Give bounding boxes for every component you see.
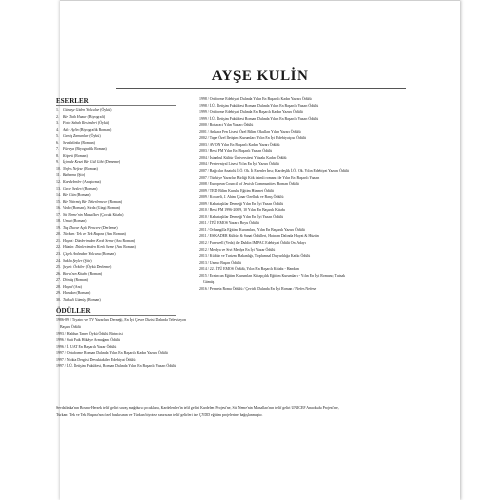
- award-item: 1986-89 / Tıyatro ve TV Yazarları Derneği, En İyi Çevre Dizisi Dalında Televizyon Başarı Ödülü: [56, 318, 186, 329]
- eser-kind: (Biyografik Roman): [74, 147, 107, 152]
- award-item: 2008 / European Council of Jewish Communities Roman Ödülü: [199, 182, 299, 187]
- eser-number: 26.: [56, 271, 61, 276]
- eser-title: Umut: [63, 219, 72, 224]
- eser-number: 2.: [56, 114, 59, 119]
- eser-kind: (Roman): [80, 140, 95, 145]
- eser-title: Köprü: [63, 153, 73, 158]
- author-title: AYŞE KULİN: [211, 68, 309, 84]
- eser-kind: (Biyografik Roman): [78, 127, 112, 132]
- eser-title: Sevdalinka: [63, 140, 81, 145]
- award-item: 2004 / İstanbul Kültür Üniversitesi Yüzakı Kadın Ödülü: [199, 155, 287, 160]
- eser-number: 12.: [56, 180, 61, 185]
- award-item: 2009 / TED Bilim Kurulu Eğitim Hizmet Ödülü: [199, 188, 274, 193]
- eser-title: Dönüş: [63, 278, 74, 283]
- eser-kind: (Çocuk Kitabı): [99, 212, 124, 217]
- oduller-right-list: [199, 96, 349, 292]
- eser-kind: (Roman): [71, 219, 87, 224]
- eser-title: Handan: [63, 291, 76, 296]
- eser-number: 19.: [56, 225, 61, 230]
- eser-kind: (Roman): [75, 291, 91, 296]
- eser-title: Sit Neme'nin Masalları: [63, 212, 100, 217]
- award-item: 2010 / Best FM 1996-2009, 10 Yılın En Başarılı Kitabı: [199, 208, 285, 213]
- award-item: 2013 / Kültür ve Turizm Bakanlığı, Toplumsal Duyarlılığa Katkı Ödülü: [199, 254, 311, 259]
- eser-kind: (Anı Roman): [114, 245, 136, 250]
- eser-title: Bir Gün: [63, 193, 76, 198]
- eser-number: 24.: [56, 258, 61, 263]
- eser-title: Bora'nın Kitabı: [63, 271, 88, 276]
- award-item: 2011 / İTÜ EMOS Yazarı Boyu Ödülü: [199, 221, 259, 226]
- eser-title: Güneşe Giden Yolcular: [63, 108, 100, 112]
- award-item: 2016 / Perneta Roma Ödülü / Çevirli Dalında En İyi Roman / Nefes Nefese: [199, 286, 317, 291]
- eser-kind: (Roman): [107, 199, 123, 204]
- award-item: 2004 / Pertevniyal Lisesi Yılın En İyi Yazarı Ödülü: [199, 162, 279, 167]
- eser-title: Hayat: Dünlerimden Kırık Seme: [63, 238, 114, 243]
- eser-kind: (Şiir): [75, 173, 86, 178]
- award-item: 2003 / Best FM Yılın En Başarılı Yazarı Ödülü: [199, 149, 273, 154]
- award-item: 2012 / Farewell (Veda) ile Dublin IMPAC Edebiyat Ödülü On Adayı: [199, 241, 306, 246]
- eser-title: Çiçek Ardından Yolcunu: [63, 252, 101, 257]
- award-item: 2011 / ESKADER Kültür & Sanat Ödülleri, Hatıran Dalında Hayat & Hüzün: [199, 234, 319, 239]
- eser-kind: (Anı Roman): [104, 232, 126, 237]
- award-item: 2001 / Ankara Fen Lisesi Özel Bilim Okulları Yılın Yazarı Ödülü: [199, 129, 301, 134]
- eser-title: Geniş Zamanlar: [63, 134, 89, 139]
- award-item: 2011 / Orhangilla Eğitim Kurumları, Yılın En Başarılı Yazarı Ödülü: [199, 227, 305, 232]
- eser-number: 28.: [56, 284, 61, 289]
- eser-number: 25.: [56, 265, 61, 270]
- eser-kind: (Biyografi): [86, 114, 106, 119]
- left-column: [56, 96, 194, 370]
- award-item: 1999 / İ.Ü. İletişim Fakültesi Roman Dalında Yılın En Başarılı Yazarı Ödülü: [199, 116, 319, 121]
- award-item: 2013 / Uzmo Başarı Ödülü: [199, 260, 241, 265]
- donation-paragraph: Sevdalinka'nın Bosna-Hersek telif geliri savaş mağduru çocuklara, Kardelenler'in telif geliri Kardelen Projesi'ne, Sit Neme'nin Masalları'nın telif geliri UNICEF Anaokulu Projesi'ne, Türkan: Tek ve Tek Başına'nın özel baskısının ve Türkan biyotez sınırsızın telif gelirleri ise ÇYDD eğitim projelerine bağışlanmıştır.: [56, 406, 339, 417]
- eser-kind: (Roman): [75, 193, 91, 198]
- award-item: 2007 / Bağcılar Anatolü İ.Ö. Ok. İt Esenler İnsı; Kardeşlik İ.Ö. Ok. Yılın Edebiyat Yazarı Ödülü: [199, 169, 349, 174]
- eserler-list: [56, 107, 194, 303]
- eser-kind: (Öykü Derleme): [84, 265, 112, 270]
- eser-kind: (Roman): [100, 252, 116, 257]
- eser-number: 30.: [56, 297, 61, 302]
- eser-number: 27.: [56, 278, 61, 283]
- award-item: 1997 / İ.Ü. İletişim Fakültesi, Roman Dalında Yılın En Başarılı Yazarı Ödülü: [56, 364, 177, 369]
- eser-title: Türkan: Tek ve Tek Başına: [63, 232, 105, 237]
- award-item: 2009 / Kocaeli, J. Ahim Çınar Ozelluk ve Barış Ödülü: [199, 195, 284, 200]
- eserler-heading: ESERLER: [56, 97, 176, 106]
- eser-number: 18.: [56, 219, 61, 224]
- eser-kind: (Deneme): [103, 160, 121, 165]
- eser-kind: (Şiir): [82, 258, 92, 263]
- eser-number: 13.: [56, 186, 61, 191]
- award-item: 2015 / Erzincan Eğitim Kurumları Kitapçılık Eğitim Kurumları - Yılın En İyi Romanı; Tutsak Gümüş: [199, 273, 346, 285]
- eser-number: 15.: [56, 199, 61, 204]
- eser-number: 9.: [56, 160, 59, 165]
- eser-number: 6.: [56, 140, 59, 145]
- award-item: 1993 / Haldun Taner Öykü Ödülü Birincisi: [56, 331, 123, 336]
- award-item: 2012 / Medya ve Sivi Medya En İyi Yazar Ödülü: [199, 247, 276, 252]
- eser-number: 4.: [56, 127, 59, 132]
- title-rule: [116, 88, 406, 89]
- eser-number: 5.: [56, 134, 59, 139]
- eser-number: 8.: [56, 153, 59, 158]
- eser-number: 3.: [56, 121, 59, 126]
- eser-title: Hüzün: Dünlerimden Kırık Seme: [63, 245, 115, 250]
- award-item: 2010 / Kabataşlılar Derneği Yılın En İyi Yazarı Ödülü: [199, 214, 284, 219]
- eser-number: 10.: [56, 166, 61, 171]
- eser-kind: (Anı): [72, 284, 82, 289]
- award-item: 1997 / Nokta Dergisi Devuktakiler Edebiyat Ödülü: [56, 357, 136, 362]
- eser-number: 11.: [56, 173, 61, 178]
- eser-kind: (Öykü): [96, 121, 110, 126]
- eser-title: Kardelenler: [63, 180, 82, 185]
- page-top-edge: [60, 0, 460, 1]
- eser-title: Füreya: [63, 147, 75, 152]
- eser-title: Nefes Nefese: [63, 166, 83, 171]
- award-item: 2014 / 22. İTÜ EMOS Ödülü, Yılın En Başarılı Kitabı - Handan: [199, 267, 299, 272]
- eser-kind: (Roman): [83, 166, 98, 171]
- award-item: 2002 / Tape Özel İletişim Kurumları Yılın En İyi Edebiyatçısı Ödülü: [199, 136, 306, 141]
- eser-title: Gece Sesleri: [63, 186, 83, 191]
- award-item: 2009 / Kabataşlılar Derneği Yılın En İyi Yazarı Ödülü: [199, 201, 284, 206]
- eser-title: Veda: [63, 206, 71, 211]
- eser-kind: (Roman): [72, 153, 88, 158]
- eser-kind: (Roman), Sirda (Gizgi Roman): [70, 206, 120, 211]
- eser-title: Sakla Şeyler: [63, 258, 83, 263]
- eser-number: 16.: [56, 206, 61, 211]
- eser-kind: (Araştırma): [81, 180, 101, 185]
- eser-kind: (Roman): [82, 186, 98, 191]
- eser-number: 23.: [56, 252, 61, 257]
- eser-item: [56, 297, 194, 304]
- eser-kind: (Derleme): [100, 225, 118, 230]
- award-item: 1997 / Ortaforme Roman Dalında Yılın En Başarılı Kadın Yazarı Ödülü: [56, 351, 168, 356]
- eser-kind: (Öykü): [99, 108, 112, 112]
- eser-title: Tutkuli Gümüş: [63, 297, 86, 302]
- eser-title: Bir Tatlı Huzur: [63, 114, 87, 119]
- eser-title: Hayal: [63, 284, 73, 289]
- eser-kind: (Roman): [85, 297, 101, 302]
- award-item: 2007 / Türkiye Yazarlar Birliği Kök isimli romanı ile Yılın En Başarılı Yazarı: [199, 175, 320, 180]
- award-item: 2000 / Rotaract Yılın Yazarı Ödülü: [199, 123, 254, 128]
- award-item: 1998 / İ.Ü. İletişim Fakültesi Roman Dalında Yılın En Başarılı Yazarı Ödülü: [199, 103, 319, 108]
- eser-number: 21.: [56, 238, 61, 243]
- award-item: 1996 / İ. UAT En Başarılı Yazar Ödülü: [56, 344, 117, 349]
- eser-title: Babama: [63, 173, 76, 178]
- award-item: 1996 / Sait Faik Hikâye Armağanı Ödülü: [56, 338, 120, 343]
- eser-title: Adı: Aylin: [63, 127, 79, 132]
- eser-number: 20.: [56, 232, 61, 237]
- eser-number: 14.: [56, 193, 61, 198]
- eser-title: Taş Duvar Açık Pencere: [63, 225, 101, 230]
- eser-kind: (Öykü): [88, 134, 101, 139]
- eser-kind: (Roman): [73, 278, 88, 283]
- eser-title: İçimde Kezzi Bir Gül Gibi: [63, 160, 104, 165]
- eser-title: Foto Sabah Resimleri: [63, 121, 97, 126]
- eser-number: 1.: [56, 108, 59, 112]
- eser-kind: (Anı Roman): [113, 238, 136, 243]
- award-item: 1998 / Ortforme Edebiyat Dalında Yılın En Başarılı Kadın Yazarı Ödülü: [199, 97, 312, 101]
- award-item: 1999 / Ortforme Edebiyat Dalında En Başarılı Kadın Yazarı Ödülü: [199, 110, 303, 115]
- eser-number: 22.: [56, 245, 61, 250]
- oduller-left-list: [56, 317, 194, 369]
- award-item: 2003 / AVON Yılın En Başarılı Kadın Yazarı Ödülü: [199, 142, 280, 147]
- eser-number: 29.: [56, 291, 61, 296]
- oduller-heading: ÖDÜLLER: [56, 307, 176, 316]
- eser-number: 17.: [56, 212, 61, 217]
- eser-title: Bir Yitirmiş Bir Tekerlemece: [63, 199, 108, 204]
- eser-number: 7.: [56, 147, 59, 152]
- eser-kind: (Roman): [87, 271, 103, 276]
- eser-title: Şeyzi: Örkiler: [63, 265, 85, 270]
